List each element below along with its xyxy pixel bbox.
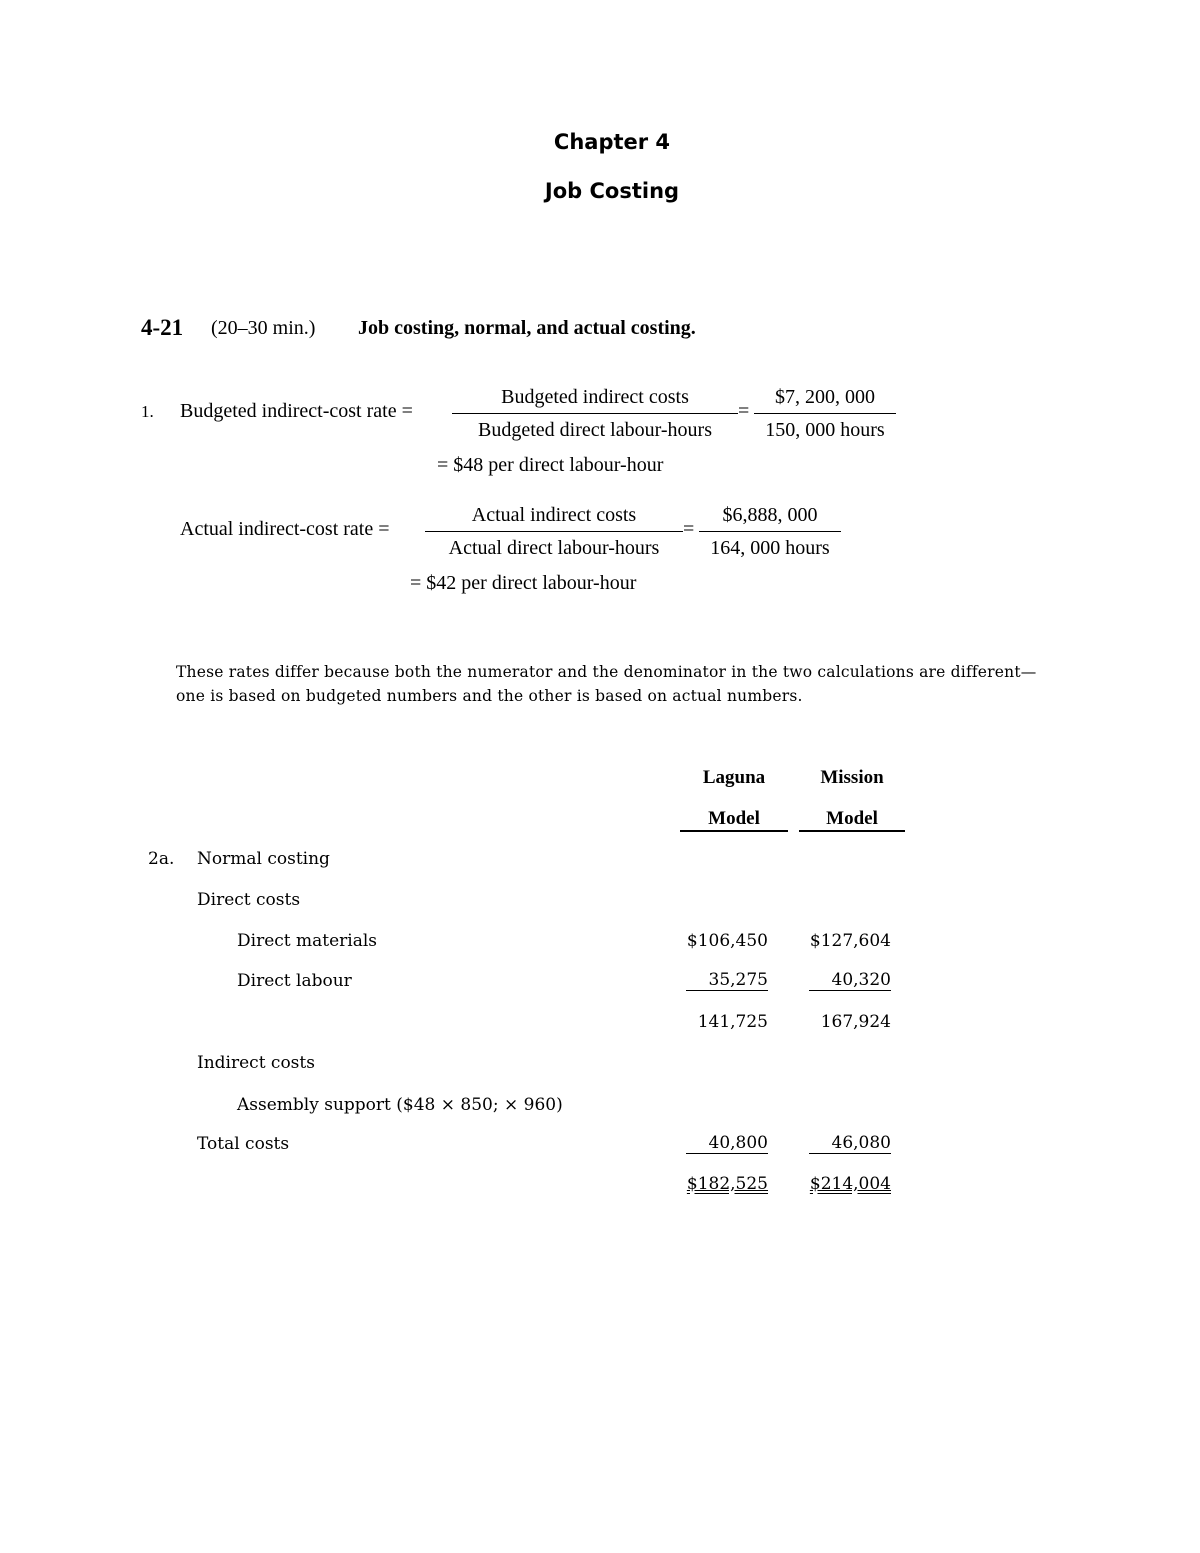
row-label-direct-materials: Direct materials — [237, 931, 378, 951]
cell-laguna-direct-labour: 35,275 — [686, 971, 768, 991]
exercise-title: Job costing, normal, and actual costing. — [358, 317, 696, 339]
col-header-rule — [799, 830, 905, 832]
chapter-heading: Chapter 4 — [553, 130, 671, 154]
budgeted-denominator-value: 150, 000 hours — [765, 419, 885, 441]
cell-mission-direct-materials: $127,604 — [809, 931, 891, 951]
budgeted-rate-result: = $48 per direct labour-hour — [437, 454, 664, 476]
budgeted-numerator-value: $7, 200, 000 — [775, 386, 875, 408]
actual-equals: = — [683, 518, 695, 540]
actual-numerator: Actual indirect costs — [471, 504, 637, 526]
cell-laguna-total: $182,525 — [686, 1174, 768, 1194]
cell-mission-direct-subtotal: 167,924 — [820, 1012, 891, 1032]
fraction-bar — [452, 413, 738, 414]
explanation-line-2: one is based on budgeted numbers and the other is based on actual numbers. — [176, 687, 803, 705]
row-label-direct-labour: Direct labour — [237, 971, 352, 991]
budgeted-denominator: Budgeted direct labour-hours — [478, 419, 712, 441]
cell-laguna-indirect: 40,800 — [686, 1134, 768, 1154]
actual-rate-result: = $42 per direct labour-hour — [410, 572, 637, 594]
budgeted-fraction-words — [452, 385, 738, 442]
row-label-direct-costs: Direct costs — [197, 890, 301, 910]
cell-mission-direct-labour: 40,320 — [809, 971, 891, 991]
col-header-mission-model: Model — [826, 808, 878, 829]
cell-mission-indirect: 46,080 — [809, 1134, 891, 1154]
budgeted-fraction-values — [754, 385, 896, 442]
col-header-laguna-model: Model — [708, 808, 760, 829]
section-title: Normal costing — [197, 849, 330, 869]
actual-numerator-value: $6,888, 000 — [722, 504, 818, 526]
col-header-rule — [680, 830, 788, 832]
actual-denominator: Actual direct labour-hours — [448, 537, 660, 559]
chapter-title: Job Costing — [544, 179, 680, 203]
actual-fraction-values — [699, 503, 841, 560]
part1-label: 1. — [141, 402, 154, 421]
cell-laguna-direct-subtotal: 141,725 — [697, 1012, 768, 1032]
cell-laguna-direct-materials: $106,450 — [686, 931, 768, 951]
actual-denominator-value: 164, 000 hours — [710, 537, 830, 559]
fraction-bar — [425, 531, 683, 532]
exercise-number: 4-21 — [141, 315, 184, 340]
budgeted-rate-lhs: Budgeted indirect-cost rate = — [180, 400, 413, 422]
actual-fraction-words — [425, 503, 683, 560]
section-label: 2a. — [148, 849, 175, 869]
row-label-indirect-costs: Indirect costs — [197, 1053, 315, 1073]
budgeted-equals: = — [738, 400, 750, 422]
row-label-assembly-support: Assembly support ($48 × 850; × 960) — [237, 1095, 563, 1115]
cell-mission-total: $214,004 — [809, 1174, 891, 1194]
actual-rate-lhs: Actual indirect-cost rate = — [180, 518, 390, 540]
fraction-bar — [699, 531, 841, 532]
col-header-laguna: Laguna — [702, 767, 766, 788]
col-header-mission: Mission — [820, 767, 884, 788]
budgeted-numerator: Budgeted indirect costs — [501, 386, 689, 408]
exercise-time: (20–30 min.) — [211, 317, 316, 339]
row-label-total-costs: Total costs — [197, 1134, 290, 1154]
fraction-bar — [754, 413, 896, 414]
explanation-line-1: These rates differ because both the numerator and the denominator in the two calculations are different— — [176, 663, 1037, 681]
